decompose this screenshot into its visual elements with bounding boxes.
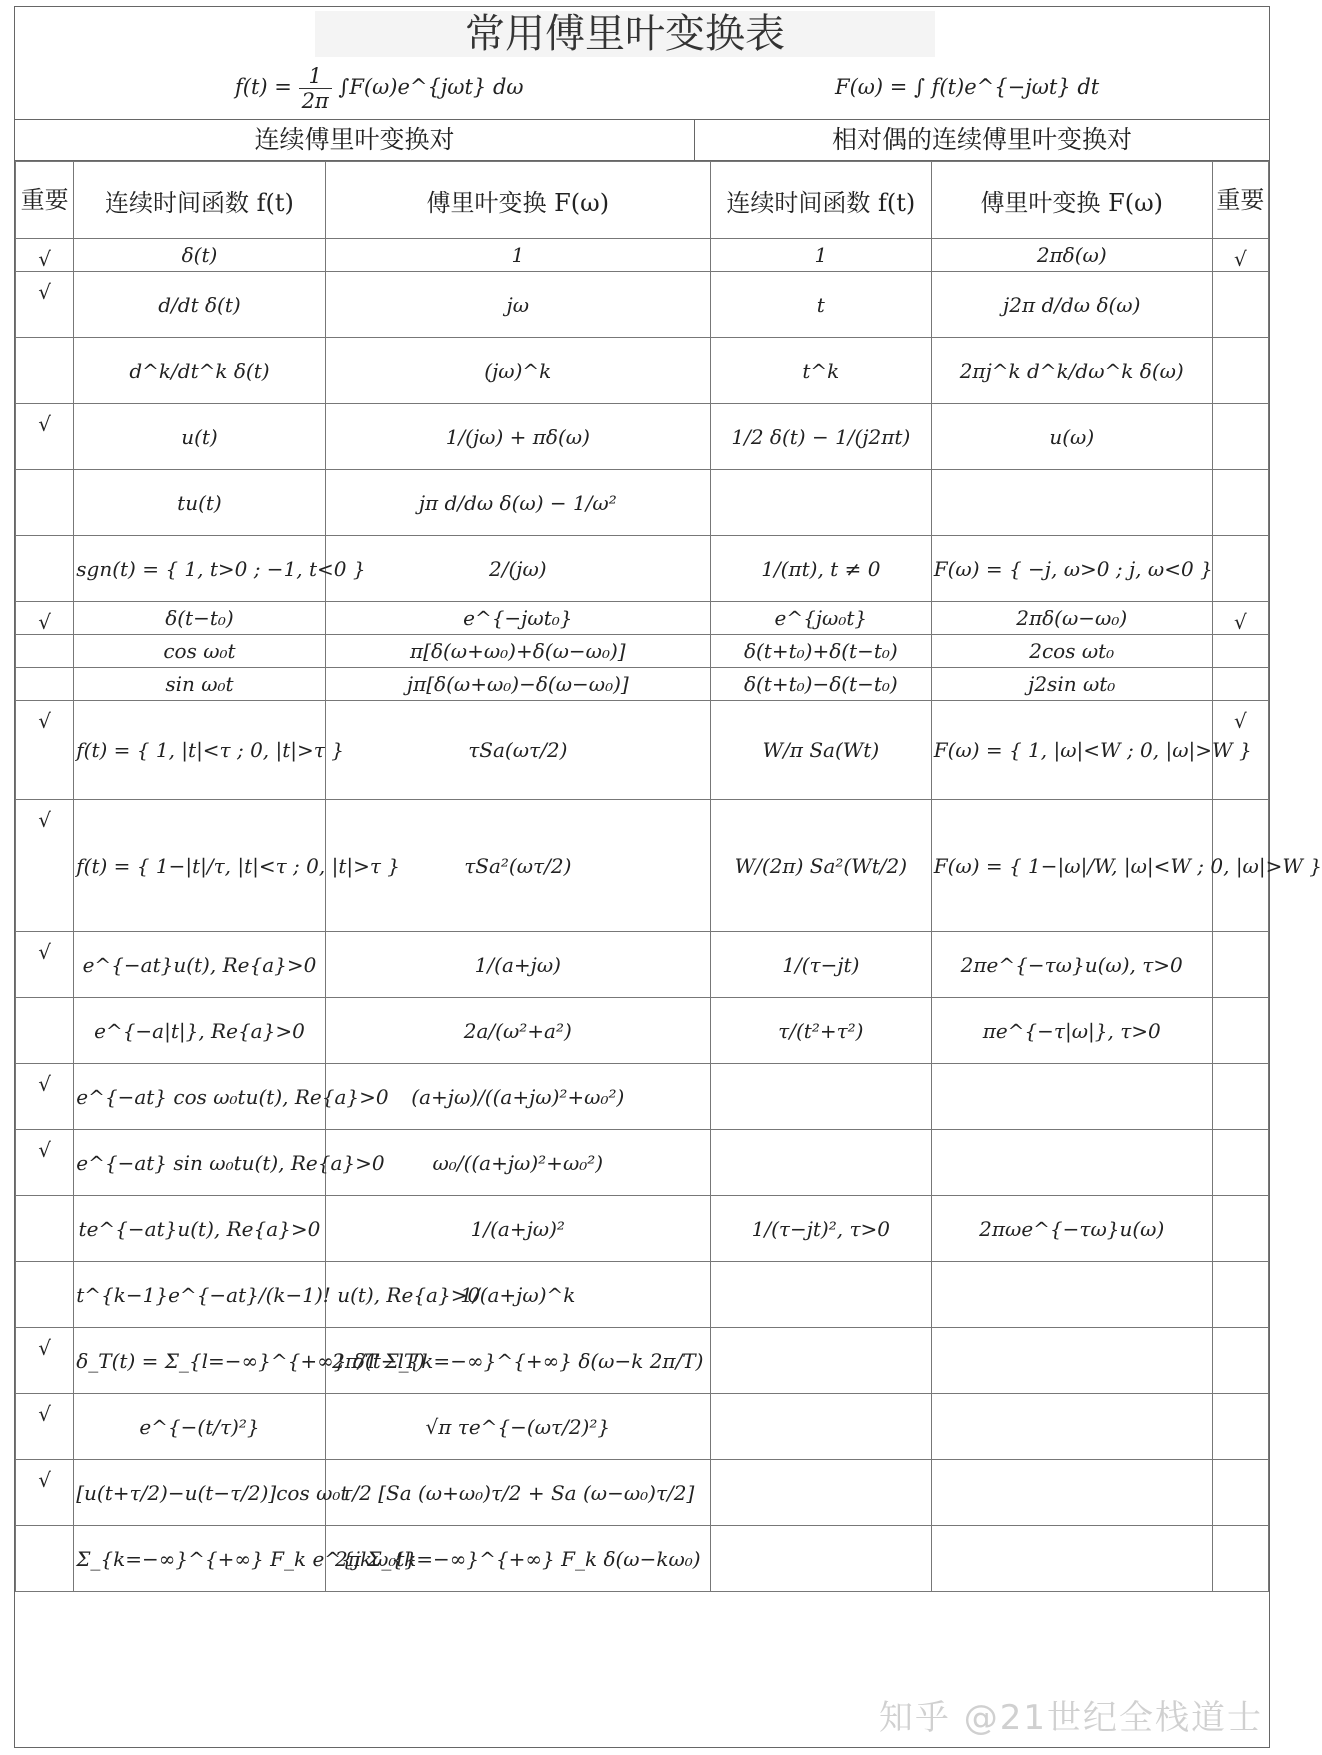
table-row: [16, 1394, 1269, 1460]
time-function-cell: tu(t): [74, 470, 325, 536]
important-right-cell: [1212, 1460, 1268, 1526]
dual-transform-cell: u(ω): [931, 404, 1212, 470]
time-function-cell: δ(t−t₀): [74, 602, 325, 635]
transform-cell: jπ[δ(ω+ω₀)−δ(ω−ω₀)]: [325, 668, 710, 701]
dual-time-function-cell: [710, 1394, 931, 1460]
important-left-cell: √: [16, 272, 74, 338]
important-right-cell: [1212, 998, 1268, 1064]
section-left-header: 连续傅里叶变换对: [15, 119, 695, 161]
important-left-cell: [16, 338, 74, 404]
section-right-header: 相对偶的连续傅里叶变换对: [695, 119, 1269, 161]
header-dual-transform: 傅里叶变换 F(ω): [931, 162, 1212, 239]
inverse-fraction: [299, 64, 332, 113]
dual-transform-cell: [931, 1262, 1212, 1328]
header-important-right: 重要: [1212, 162, 1268, 239]
important-right-cell: √: [1212, 701, 1268, 800]
important-left-cell: √: [16, 1064, 74, 1130]
important-left-cell: √: [16, 1460, 74, 1526]
dual-time-function-cell: e^{jω₀t}: [710, 602, 931, 635]
transform-cell: 1: [325, 239, 710, 272]
transform-cell: 2π Σ_{k=−∞}^{+∞} F_k δ(ω−kω₀): [325, 1526, 710, 1592]
important-right-cell: [1212, 404, 1268, 470]
dual-transform-cell: [931, 1328, 1212, 1394]
important-right-cell: [1212, 1130, 1268, 1196]
time-function-cell: f(t) = { 1−|t|/τ, |t|<τ ; 0, |t|>τ }: [74, 800, 325, 932]
important-left-cell: √: [16, 800, 74, 932]
table-row: [16, 1328, 1269, 1394]
dual-transform-cell: [931, 1526, 1212, 1592]
dual-transform-cell: F(ω) = { 1−|ω|/W, |ω|<W ; 0, |ω|>W }: [931, 800, 1212, 932]
transform-cell: 1/(a+jω)^k: [325, 1262, 710, 1328]
time-function-cell: Σ_{k=−∞}^{+∞} F_k e^{jkω₀t}: [74, 1526, 325, 1592]
fourier-table: [15, 161, 1322, 1592]
transform-cell: 1/(jω) + πδ(ω): [325, 404, 710, 470]
time-function-cell: te^{−at}u(t), Re{a}>0: [74, 1196, 325, 1262]
transform-cell: τ/2 [Sa (ω+ω₀)τ/2 + Sa (ω−ω₀)τ/2]: [325, 1460, 710, 1526]
dual-transform-cell: πe^{−τ|ω|}, τ>0: [931, 998, 1212, 1064]
important-right-cell: [1212, 1262, 1268, 1328]
dual-time-function-cell: τ/(t²+τ²): [710, 998, 931, 1064]
time-function-cell: e^{−(t/τ)²}: [74, 1394, 325, 1460]
dual-transform-cell: [931, 1460, 1212, 1526]
important-right-cell: [1212, 1196, 1268, 1262]
time-function-cell: f(t) = { 1, |t|<τ ; 0, |t|>τ }: [74, 701, 325, 800]
transform-cell: √π τe^{−(ωτ/2)²}: [325, 1394, 710, 1460]
important-right-cell: √: [1212, 239, 1268, 272]
dual-time-function-cell: t: [710, 272, 931, 338]
dual-time-function-cell: δ(t+t₀)+δ(t−t₀): [710, 635, 931, 668]
dual-time-function-cell: 1: [710, 239, 931, 272]
important-right-cell: [1212, 338, 1268, 404]
inverse-lhs: f(t) =: [235, 75, 292, 99]
important-right-cell: [1212, 1064, 1268, 1130]
important-right-cell: [1212, 1394, 1268, 1460]
table-header-row: [16, 162, 1269, 239]
important-left-cell: √: [16, 404, 74, 470]
dual-transform-cell: 2cos ωt₀: [931, 635, 1212, 668]
dual-transform-cell: j2π d/dω δ(ω): [931, 272, 1212, 338]
dual-transform-cell: 2πδ(ω−ω₀): [931, 602, 1212, 635]
transform-cell: τSa²(ωτ/2): [325, 800, 710, 932]
time-function-cell: d^k/dt^k δ(t): [74, 338, 325, 404]
table-row: [16, 272, 1269, 338]
table-row: [16, 470, 1269, 536]
important-right-cell: [1212, 536, 1268, 602]
table-row: [16, 1130, 1269, 1196]
dual-time-function-cell: [710, 1064, 931, 1130]
transform-cell: (jω)^k: [325, 338, 710, 404]
inverse-transform-formula: [235, 59, 524, 115]
dual-time-function-cell: δ(t+t₀)−δ(t−t₀): [710, 668, 931, 701]
table-row: [16, 1196, 1269, 1262]
dual-time-function-cell: 1/(τ−jt)², τ>0: [710, 1196, 931, 1262]
header-time-function: 连续时间函数 f(t): [74, 162, 325, 239]
table-row: [16, 1526, 1269, 1592]
watermark: 知乎 @21世纪全栈道士: [878, 1698, 1263, 1738]
important-left-cell: [16, 470, 74, 536]
time-function-cell: d/dt δ(t): [74, 272, 325, 338]
important-right-cell: [1212, 635, 1268, 668]
inverse-body: ∫F(ω)e^{jωt} dω: [338, 75, 524, 99]
dual-time-function-cell: W/(2π) Sa²(Wt/2): [710, 800, 931, 932]
title-block: [15, 7, 1269, 120]
time-function-cell: e^{−at} cos ω₀tu(t), Re{a}>0: [74, 1064, 325, 1130]
transform-cell: ω₀/((a+jω)²+ω₀²): [325, 1130, 710, 1196]
transform-cell: 2a/(ω²+a²): [325, 998, 710, 1064]
dual-time-function-cell: [710, 1262, 931, 1328]
transform-cell: 2/(jω): [325, 536, 710, 602]
dual-transform-cell: 2πωe^{−τω}u(ω): [931, 1196, 1212, 1262]
transform-cell: 2π/T Σ_{k=−∞}^{+∞} δ(ω−k 2π/T): [325, 1328, 710, 1394]
dual-transform-cell: F(ω) = { −j, ω>0 ; j, ω<0 }: [931, 536, 1212, 602]
dual-time-function-cell: W/π Sa(Wt): [710, 701, 931, 800]
important-left-cell: √: [16, 932, 74, 998]
transform-cell: 1/(a+jω): [325, 932, 710, 998]
transform-cell: jω: [325, 272, 710, 338]
table-row: [16, 1064, 1269, 1130]
time-function-cell: u(t): [74, 404, 325, 470]
important-left-cell: √: [16, 1394, 74, 1460]
dual-time-function-cell: [710, 1130, 931, 1196]
inverse-frac-den: 2π: [301, 89, 329, 113]
important-right-cell: [1212, 272, 1268, 338]
time-function-cell: e^{−at}u(t), Re{a}>0: [74, 932, 325, 998]
important-left-cell: [16, 536, 74, 602]
transform-cell: π[δ(ω+ω₀)+δ(ω−ω₀)]: [325, 635, 710, 668]
table-row: [16, 1262, 1269, 1328]
dual-time-function-cell: [710, 1460, 931, 1526]
header-important-left: 重要: [16, 162, 74, 239]
important-right-cell: [1212, 1328, 1268, 1394]
important-left-cell: [16, 1262, 74, 1328]
time-function-cell: sgn(t) = { 1, t>0 ; −1, t<0 }: [74, 536, 325, 602]
dual-transform-cell: j2sin ωt₀: [931, 668, 1212, 701]
table-row: [16, 701, 1269, 800]
dual-transform-cell: [931, 1130, 1212, 1196]
inverse-frac-num: 1: [299, 64, 332, 89]
table-row: [16, 404, 1269, 470]
transform-cell: e^{−jωt₀}: [325, 602, 710, 635]
table-row: [16, 998, 1269, 1064]
time-function-cell: e^{−a|t|}, Re{a}>0: [74, 998, 325, 1064]
table-row: [16, 1460, 1269, 1526]
important-left-cell: [16, 998, 74, 1064]
important-left-cell: √: [16, 239, 74, 272]
table-row: [16, 635, 1269, 668]
table-row: [16, 932, 1269, 998]
important-right-cell: [1212, 1526, 1268, 1592]
dual-time-function-cell: t^k: [710, 338, 931, 404]
table-row: [16, 338, 1269, 404]
transform-cell: τSa(ωτ/2): [325, 701, 710, 800]
time-function-cell: δ(t): [74, 239, 325, 272]
important-left-cell: √: [16, 1328, 74, 1394]
important-left-cell: [16, 1196, 74, 1262]
dual-transform-cell: F(ω) = { 1, |ω|<W ; 0, |ω|>W }: [931, 701, 1212, 800]
dual-transform-cell: [931, 1064, 1212, 1130]
table-row: [16, 668, 1269, 701]
dual-time-function-cell: 1/(τ−jt): [710, 932, 931, 998]
important-left-cell: [16, 668, 74, 701]
important-right-cell: [1212, 932, 1268, 998]
dual-transform-cell: [931, 470, 1212, 536]
important-right-cell: [1212, 470, 1268, 536]
dual-transform-cell: 2πj^k d^k/dω^k δ(ω): [931, 338, 1212, 404]
dual-transform-cell: 2πe^{−τω}u(ω), τ>0: [931, 932, 1212, 998]
forward-transform-formula: F(ω) = ∫ f(t)e^{−jωt} dt: [835, 75, 1100, 99]
dual-time-function-cell: [710, 470, 931, 536]
dual-time-function-cell: [710, 1328, 931, 1394]
transform-cell: (a+jω)/((a+jω)²+ω₀²): [325, 1064, 710, 1130]
important-right-cell: √: [1212, 602, 1268, 635]
header-transform: 傅里叶变换 F(ω): [325, 162, 710, 239]
transform-cell: jπ d/dω δ(ω) − 1/ω²: [325, 470, 710, 536]
dual-transform-cell: 2πδ(ω): [931, 239, 1212, 272]
table-row: [16, 800, 1269, 932]
header-dual-time-function: 连续时间函数 f(t): [710, 162, 931, 239]
time-function-cell: t^{k−1}e^{−at}/(k−1)! u(t), Re{a}>0: [74, 1262, 325, 1328]
important-left-cell: √: [16, 1130, 74, 1196]
table-row: [16, 536, 1269, 602]
page-title: 常用傅里叶变换表: [315, 11, 935, 57]
time-function-cell: cos ω₀t: [74, 635, 325, 668]
table-row: [16, 602, 1269, 635]
important-right-cell: [1212, 668, 1268, 701]
table-row: [16, 239, 1269, 272]
important-left-cell: [16, 635, 74, 668]
time-function-cell: δ_T(t) = Σ_{l=−∞}^{+∞} δ(t−lT): [74, 1328, 325, 1394]
important-left-cell: √: [16, 701, 74, 800]
important-left-cell: [16, 1526, 74, 1592]
time-function-cell: sin ω₀t: [74, 668, 325, 701]
dual-time-function-cell: 1/(πt), t ≠ 0: [710, 536, 931, 602]
time-function-cell: e^{−at} sin ω₀tu(t), Re{a}>0: [74, 1130, 325, 1196]
dual-time-function-cell: [710, 1526, 931, 1592]
dual-transform-cell: [931, 1394, 1212, 1460]
dual-time-function-cell: 1/2 δ(t) − 1/(j2πt): [710, 404, 931, 470]
important-left-cell: √: [16, 602, 74, 635]
time-function-cell: [u(t+τ/2)−u(t−τ/2)]cos ω₀t: [74, 1460, 325, 1526]
fourier-transform-table-page: [14, 6, 1322, 1748]
transform-cell: 1/(a+jω)²: [325, 1196, 710, 1262]
